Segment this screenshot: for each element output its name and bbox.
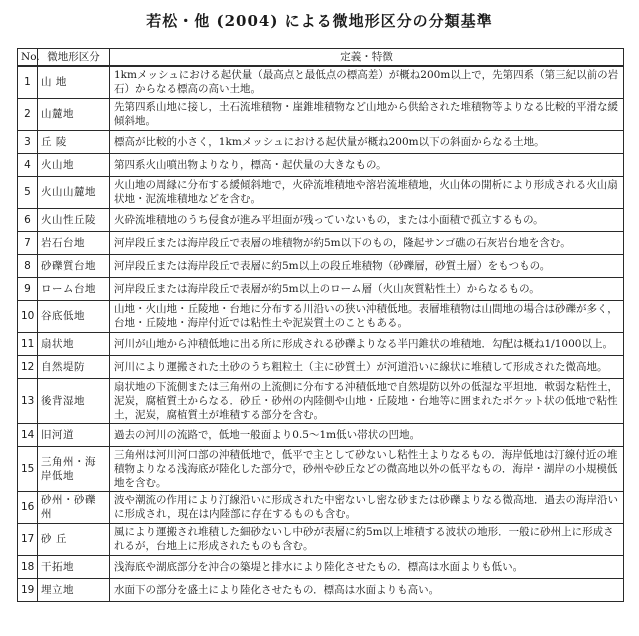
table-row	[18, 153, 624, 176]
landform-definition: 火砕流堆積地のうち侵食が進み平坦面が残っていないもの，または小面積で孤立するもの。	[110, 208, 624, 231]
landform-name: 山麓地	[38, 98, 110, 130]
landform-definition: 波や潮流の作用により汀線沿いに形成された中密ないし密な砂または砂礫よりなる微高地．過去の海岸沿いに形成され，現在は内陸部に存在するものも含む。	[110, 491, 624, 523]
landform-definition: 標高が比較的小さく，1kmメッシュにおける起伏量が概ね200m以下の斜面からなる土地。	[110, 130, 624, 153]
landform-definition: 扇状地の下流側または三角州の上流側に分布する沖積低地で自然堤防以外の低湿な平坦地．軟弱な粘性土，泥炭，腐植質土からなる．砂丘・砂州の内陸側や山地・丘陵地・台地等に囲まれたポケット状の低地で粘性土，泥炭，腐植質土が堆積する部分を含む。	[110, 378, 624, 423]
table-row	[18, 355, 624, 378]
row-number: 8	[18, 254, 38, 277]
landform-definition: 第四系火山噴出物よりなり，標高・起伏量の大きなもの。	[110, 153, 624, 176]
row-number: 14	[18, 423, 38, 446]
landform-definition: 水面下の部分を盛土により陸化させたもの．標高は水面よりも高い。	[110, 578, 624, 601]
landform-definition: 河岸段丘または海岸段丘で表層に約5m以上の段丘堆積物（砂礫層，砂質土層）をもつもの。	[110, 254, 624, 277]
row-number: 7	[18, 231, 38, 254]
table-row	[18, 176, 624, 208]
landform-name: 干拓地	[38, 555, 110, 578]
table-row	[18, 578, 624, 601]
row-number: 15	[18, 446, 38, 491]
row-number: 6	[18, 208, 38, 231]
header-name: 微地形区分	[38, 49, 110, 67]
classification-table	[17, 48, 624, 602]
row-number: 9	[18, 277, 38, 300]
landform-name: 砂 丘	[38, 523, 110, 555]
landform-name: 山 地	[38, 66, 110, 98]
landform-definition: 三角州は河川河口部の沖積低地で，低平で主として砂ないし粘性土よりなるもの．海岸低地は汀線付近の堆積物よりなる浅海底が陸化した部分で，砂州や砂丘などの微高地以外の低平なもの．海岸・湖岸の小規模低地を含む。	[110, 446, 624, 491]
table-row	[18, 130, 624, 153]
table-row	[18, 98, 624, 130]
landform-definition: 河川が山地から沖積低地に出る所に形成される砂礫よりなる半円錐状の堆積地．勾配は概ね1/1000以上。	[110, 332, 624, 355]
landform-definition: 先第四系山地に接し，土石流堆積物・崖錐堆積物など山地から供給された堆積物等よりなる比較的平滑な緩傾斜地。	[110, 98, 624, 130]
row-number: 5	[18, 176, 38, 208]
landform-name: 後背湿地	[38, 378, 110, 423]
landform-name: 扇状地	[38, 332, 110, 355]
table-row	[18, 423, 624, 446]
row-number: 4	[18, 153, 38, 176]
landform-definition: 火山地の周縁に分布する緩傾斜地で，火砕流堆積地や溶岩流堆積地，火山体の開析により形成される火山扇状地・泥流堆積地などを含む。	[110, 176, 624, 208]
table-body	[18, 66, 624, 601]
landform-name: 谷底低地	[38, 300, 110, 332]
landform-name: 埋立地	[38, 578, 110, 601]
landform-name: 砂州・砂礫州	[38, 491, 110, 523]
table-row	[18, 254, 624, 277]
landform-name: 三角州・海岸低地	[38, 446, 110, 491]
table-row	[18, 555, 624, 578]
landform-name: 自然堤防	[38, 355, 110, 378]
row-number: 10	[18, 300, 38, 332]
landform-name: 火山地	[38, 153, 110, 176]
table-row	[18, 277, 624, 300]
table-row	[18, 231, 624, 254]
row-number: 16	[18, 491, 38, 523]
row-number: 13	[18, 378, 38, 423]
row-number: 2	[18, 98, 38, 130]
landform-name: 火山性丘陵	[38, 208, 110, 231]
row-number: 17	[18, 523, 38, 555]
header-definition: 定義・特徴	[110, 49, 624, 67]
landform-name: ローム台地	[38, 277, 110, 300]
table-row	[18, 378, 624, 423]
landform-name: 丘 陵	[38, 130, 110, 153]
landform-name: 火山山麓地	[38, 176, 110, 208]
landform-definition: 過去の河川の流路で，低地一般面より0.5～1m低い帯状の凹地。	[110, 423, 624, 446]
table-row	[18, 208, 624, 231]
landform-definition: 浅海底や湖底部分を沖合の築堤と排水により陸化させたもの．標高は水面よりも低い。	[110, 555, 624, 578]
table-header-row	[18, 49, 624, 67]
landform-name: 岩石台地	[38, 231, 110, 254]
landform-definition: 河岸段丘または海岸段丘で表層が約5m以上のローム層（火山灰質粘性土）からなるもの。	[110, 277, 624, 300]
row-number: 19	[18, 578, 38, 601]
table-row	[18, 491, 624, 523]
landform-name: 砂礫質台地	[38, 254, 110, 277]
header-no: No.	[18, 49, 38, 67]
document-title: 若松・他 (2004) による微地形区分の分類基準	[146, 12, 493, 30]
landform-name: 旧河道	[38, 423, 110, 446]
landform-definition: 1kmメッシュにおける起伏量（最高点と最低点の標高差）が概ね200m以上で，先第四系（第三紀以前の岩石）からなる標高の高い土地。	[110, 66, 624, 98]
table-row	[18, 300, 624, 332]
row-number: 1	[18, 66, 38, 98]
landform-definition: 山地・火山地・丘陵地・台地に分布する川沿いの狭い沖積低地。表層堆積物は山間地の場合は砂礫が多く，台地・丘陵地・海岸付近では粘性土や泥炭質土のこともある。	[110, 300, 624, 332]
table-row	[18, 523, 624, 555]
table-row	[18, 66, 624, 98]
table-row	[18, 332, 624, 355]
row-number: 3	[18, 130, 38, 153]
landform-definition: 河岸段丘または海岸段丘で表層の堆積物が約5m以下のもの，隆起サンゴ礁の石灰岩台地を含む。	[110, 231, 624, 254]
row-number: 12	[18, 355, 38, 378]
row-number: 18	[18, 555, 38, 578]
landform-definition: 河川により運搬された土砂のうち粗粒土（主に砂質土）が河道沿いに線状に堆積して形成された微高地。	[110, 355, 624, 378]
row-number: 11	[18, 332, 38, 355]
landform-definition: 風により運搬され堆積した細砂ないし中砂が表層に約5m以上堆積する波状の地形．一般に砂州上に形成されるが，台地上に形成されたものも含む。	[110, 523, 624, 555]
table-row	[18, 446, 624, 491]
